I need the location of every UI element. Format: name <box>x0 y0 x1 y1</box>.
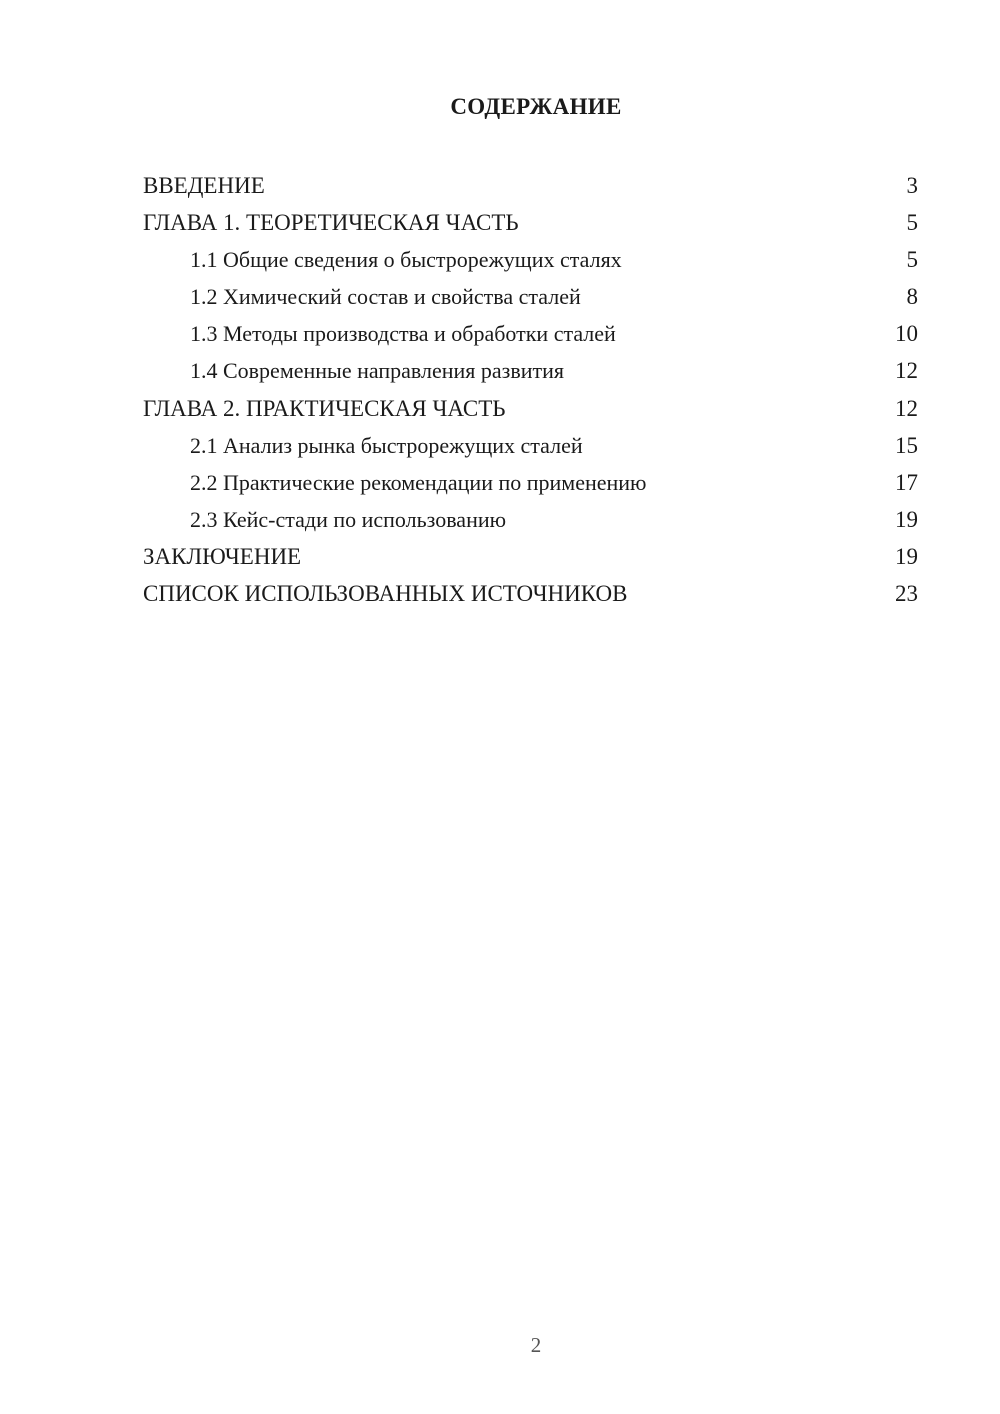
toc-entry <box>0 241 1000 278</box>
toc-entry-label: ГЛАВА 2. ПРАКТИЧЕСКАЯ ЧАСТЬ <box>143 395 506 421</box>
toc-entry <box>0 167 1000 204</box>
toc-entry-page: 23 <box>895 581 918 607</box>
toc-list <box>0 167 1000 612</box>
toc-entry <box>0 390 1000 427</box>
toc-entry-page: 12 <box>895 358 918 384</box>
toc-entry <box>0 427 1000 464</box>
toc-entry-page: 10 <box>895 321 918 347</box>
toc-entry-label: 1.1 Общие сведения о быстрорежущих сталях <box>190 247 622 273</box>
toc-entry <box>0 352 1000 389</box>
toc-entry <box>0 315 1000 352</box>
toc-entry-label: 1.3 Методы производства и обработки сталей <box>190 321 616 347</box>
toc-entry-page: 8 <box>906 284 918 310</box>
toc-entry-page: 19 <box>895 543 918 569</box>
toc-entry <box>0 278 1000 315</box>
toc-entry-page: 5 <box>906 210 918 236</box>
toc-entry-page: 19 <box>895 506 918 532</box>
toc-entry-page: 15 <box>895 432 918 458</box>
toc-entry <box>0 501 1000 538</box>
toc-entry-label: ЗАКЛЮЧЕНИЕ <box>143 543 302 569</box>
toc-entry-label: 2.2 Практические рекомендации по применению <box>190 469 647 495</box>
toc-entry-label: 2.3 Кейс-стади по использованию <box>190 506 507 532</box>
toc-entry-label: ВВЕДЕНИЕ <box>143 173 265 198</box>
toc-entry-page: 17 <box>895 469 918 495</box>
toc-entry-page: 12 <box>895 395 918 421</box>
toc-entry <box>0 464 1000 501</box>
toc-entry-label: ГЛАВА 1. ТЕОРЕТИЧЕСКАЯ ЧАСТЬ <box>143 210 519 236</box>
toc-entry-label: 1.4 Современные направления развития <box>190 358 565 384</box>
toc-entry <box>0 575 1000 612</box>
page-number: 2 <box>530 1333 542 1357</box>
toc-entry-label: СПИСОК ИСПОЛЬЗОВАННЫХ ИСТОЧНИКОВ <box>143 581 628 607</box>
toc-entry-label: 1.2 Химический состав и свойства сталей <box>190 284 581 310</box>
toc-entry <box>0 204 1000 241</box>
toc-entry <box>0 538 1000 575</box>
toc-entry-page: 3 <box>906 173 918 198</box>
toc-entry-label: 2.1 Анализ рынка быстрорежущих сталей <box>190 432 583 458</box>
toc-title: СОДЕРЖАНИЕ <box>450 94 622 119</box>
toc-entry-page: 5 <box>906 247 918 273</box>
